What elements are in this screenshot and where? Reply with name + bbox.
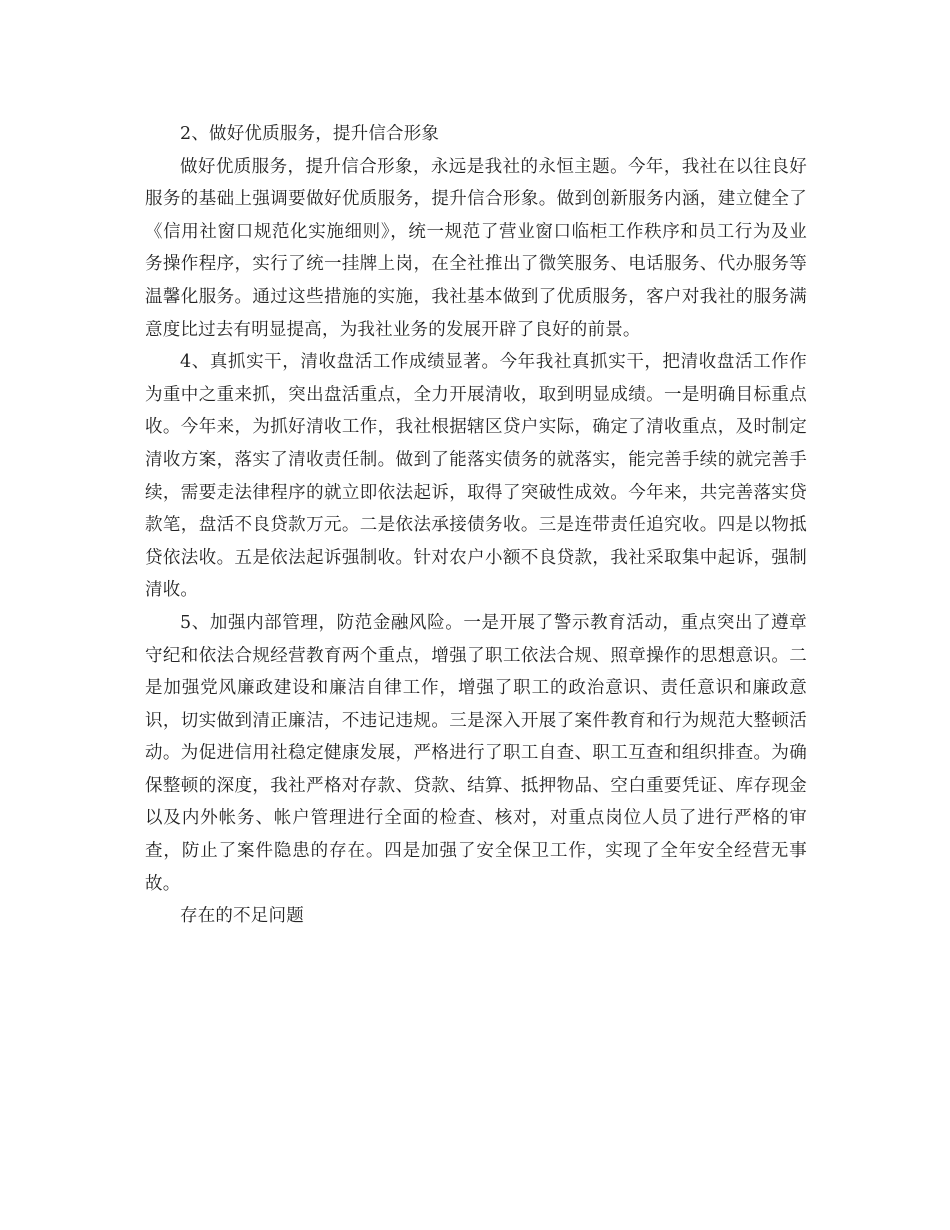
document-body <box>145 118 807 933</box>
paragraph-internal-management: 5、加强内部管理，防范金融风险。一是开展了警示教育活动，重点突出了遵章守纪和依法合规经营教育两个重点，增强了职工依法合规、照章操作的思想意识。二是加强党风廉政建设和廉洁自律工作，增强了职工的政治意识、责任意识和廉政意识，切实做到清正廉洁，不违记违规。三是深入开展了案件教育和行为规范大整顿活动。为促进信用社稳定健康发展，严格进行了职工自查、职工互查和组织排查。为确保整顿的深度，我社严格对存款、贷款、结算、抵押物品、空白重要凭证、库存现金以及内外帐务、帐户管理进行全面的检查、核对，对重点岗位人员了进行严格的审查，防止了案件隐患的存在。四是加强了安全保卫工作，实现了全年安全经营无事故。 <box>145 612 807 894</box>
paragraph-quality-service: 做好优质服务，提升信合形象，永远是我社的永恒主题。今年，我社在以往良好服务的基础上强调要做好优质服务，提升信合形象。做到创新服务内涵，建立健全了《信用社窗口规范化实施细则》，统一规范了营业窗口临柜工作秩序和员工行为及业务操作程序，实行了统一挂牌上岗，在全社推出了微笑服务、电话服务、代办服务等温馨化服务。通过这些措施的实施，我社基本做到了优质服务，客户对我社的服务满意度比过去有明显提高，为我社业务的发展开辟了良好的前景。 <box>145 156 807 340</box>
section-heading-shortcomings: 存在的不足问题 <box>180 906 304 927</box>
section-heading-quality-service: 2、做好优质服务，提升信合形象 <box>180 124 440 144</box>
paragraph-loan-recovery: 4、真抓实干，清收盘活工作成绩显著。今年我社真抓实干，把清收盘活工作作为重中之重来抓，突出盘活重点，全力开展清收，取到明显成绩。一是明确目标重点收。今年来，为抓好清收工作，我社根据辖区贷户实际，确定了清收重点，及时制定清收方案，落实了清收责任制。做到了能落实债务的就落实，能完善手续的就完善手续，需要走法律程序的就立即依法起诉，取得了突破性成效。今年来，共完善落实贷款笔，盘活不良贷款万元。二是依法承接债务收。三是连带责任追究收。四是以物抵贷依法收。五是依法起诉强制收。针对农户小额不良贷款，我社采取集中起诉，强制清收。 <box>145 352 807 601</box>
